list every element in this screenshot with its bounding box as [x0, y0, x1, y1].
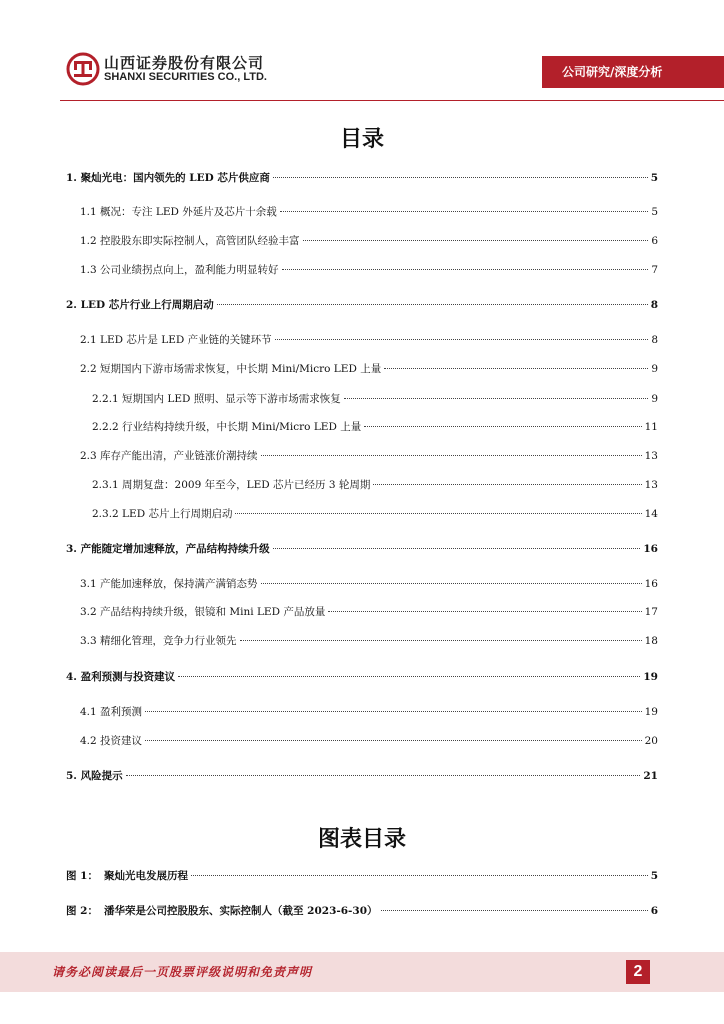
toc-entry[interactable]: [66, 170, 658, 186]
toc-entry[interactable]: [80, 704, 658, 720]
figure-entry-page: 6: [650, 905, 658, 917]
toc-entry-text: 3.2 产品结构持续升级，银镜和 Mini LED 产品放量: [80, 606, 326, 618]
dot-leader: [344, 398, 649, 399]
toc-entry[interactable]: [80, 361, 658, 377]
toc-entry-page: 20: [644, 735, 658, 747]
toc-entry-page: 13: [644, 479, 658, 491]
toc-entry-text: 2.1 LED 芯片是 LED 产业链的关键环节: [80, 334, 272, 346]
figure-entry[interactable]: [66, 903, 658, 919]
toc-entry-page: 5: [651, 206, 658, 218]
dot-leader: [217, 304, 648, 305]
toc-entry[interactable]: [80, 233, 658, 249]
dot-leader: [145, 740, 642, 741]
toc-entry-page: 19: [643, 671, 658, 683]
toc-entry[interactable]: [80, 604, 658, 620]
dot-leader: [384, 368, 648, 369]
figures-title: 图表目录: [317, 827, 406, 852]
dot-leader: [303, 240, 649, 241]
disclaimer-note: 请务必阅读最后一页股票评级说明和免责声明: [52, 965, 313, 979]
dot-leader: [261, 455, 642, 456]
dot-leader: [178, 676, 640, 677]
toc-entry-page: 19: [644, 706, 658, 718]
toc-entry-page: 16: [643, 543, 658, 555]
toc-entry-page: 9: [651, 363, 658, 375]
toc-entry-text: 2.3.1 周期复盘：2009 年至今，LED 芯片已经历 3 轮周期: [92, 479, 371, 491]
toc-entry[interactable]: [80, 262, 658, 278]
figure-entry-page: 5: [650, 870, 658, 882]
toc-entry-page: 7: [651, 264, 658, 276]
toc-entry[interactable]: [80, 733, 658, 749]
dot-leader: [240, 640, 642, 641]
toc-entry[interactable]: [92, 477, 658, 493]
dot-leader: [280, 211, 649, 212]
page-header: [0, 0, 724, 100]
page-number: 2: [626, 960, 650, 984]
toc-entry-text: 5. 风险提示: [66, 770, 123, 782]
toc-entry-page: 21: [643, 770, 658, 782]
toc-entry-text: 3.3 精细化管理，竞争力行业领先: [80, 635, 237, 647]
toc-entry[interactable]: [66, 541, 658, 557]
toc-entry-page: 14: [644, 508, 658, 520]
report-type-tag: 公司研究/深度分析: [542, 56, 724, 88]
dot-leader: [381, 910, 648, 911]
toc-entry-page: 9: [651, 393, 658, 405]
company-logo-icon: [66, 52, 100, 86]
toc-entry-text: 2. LED 芯片行业上行周期启动: [66, 299, 214, 311]
toc-entry-page: 8: [651, 334, 658, 346]
toc-entry-text: 3.1 产能加速释放，保持满产满销态势: [80, 578, 258, 590]
toc-entry[interactable]: [80, 332, 658, 348]
dot-leader: [373, 484, 641, 485]
toc-entry-text: 4.2 投资建议: [80, 735, 143, 747]
toc-entry[interactable]: [92, 506, 658, 522]
dot-leader: [235, 513, 641, 514]
dot-leader: [328, 611, 641, 612]
toc-entry-text: 2.2 短期国内下游市场需求恢复，中长期 Mini/Micro LED 上量: [80, 363, 382, 375]
toc-entry-page: 11: [644, 421, 658, 433]
toc-entry-page: 5: [650, 172, 658, 184]
toc-entry-text: 3. 产能随定增加速释放，产品结构持续升级: [66, 543, 270, 555]
toc-entry-text: 4. 盈利预测与投资建议: [66, 671, 176, 683]
dot-leader: [145, 711, 642, 712]
toc-entry-text: 1.3 公司业绩拐点向上，盈利能力明显转好: [80, 264, 279, 276]
dot-leader: [191, 875, 648, 876]
company-name-cn: 山西证券股份有限公司: [104, 54, 265, 72]
toc-entry-page: 18: [644, 635, 658, 647]
toc-entry[interactable]: [66, 768, 658, 784]
toc-entry[interactable]: [80, 204, 658, 220]
dot-leader: [275, 339, 649, 340]
dot-leader: [261, 583, 642, 584]
toc-entry-text: 1.1 概况：专注 LED 外延片及芯片十余载: [80, 206, 277, 218]
page-footer: [0, 952, 724, 992]
figure-label: 图 1：: [66, 870, 98, 882]
company-name-en: SHANXI SECURITIES CO., LTD.: [104, 71, 267, 83]
dot-leader: [126, 775, 641, 776]
toc-entry[interactable]: [80, 448, 658, 464]
toc-entry-page: 16: [644, 578, 658, 590]
figure-entry-text: 潘华荣是公司控股股东、实际控制人（截至 2023-6-30）: [104, 905, 378, 917]
toc-entry-page: 6: [651, 235, 658, 247]
toc-entry-text: 2.2.1 短期国内 LED 照明、显示等下游市场需求恢复: [92, 393, 341, 405]
toc-entry[interactable]: [66, 669, 658, 685]
toc-entry[interactable]: [92, 391, 658, 407]
toc-entry[interactable]: [80, 576, 658, 592]
dot-leader: [282, 269, 649, 270]
header-divider: [60, 100, 724, 101]
toc-entry[interactable]: [66, 297, 658, 313]
toc-entry-page: 13: [644, 450, 658, 462]
toc-entry-text: 2.3.2 LED 芯片上行周期启动: [92, 508, 233, 520]
figure-label: 图 2：: [66, 905, 98, 917]
toc-entry-text: 1.2 控股股东即实际控制人，高管团队经验丰富: [80, 235, 300, 247]
toc-title: 目录: [339, 127, 384, 152]
toc-entry-page: 17: [644, 606, 658, 618]
figure-entry[interactable]: [66, 868, 658, 884]
toc-entry-text: 4.1 盈利预测: [80, 706, 143, 718]
figure-entry-text: 聚灿光电发展历程: [104, 870, 188, 882]
toc-entry-text: 2.3 库存产能出清，产业链涨价潮持续: [80, 450, 258, 462]
toc-entry[interactable]: [80, 633, 658, 649]
dot-leader: [273, 177, 648, 178]
toc-entry-text: 2.2.2 行业结构持续升级，中长期 Mini/Micro LED 上量: [92, 421, 362, 433]
toc-entry-text: 1. 聚灿光电：国内领先的 LED 芯片供应商: [66, 172, 270, 184]
toc-entry-page: 8: [650, 299, 658, 311]
toc-entry[interactable]: [92, 419, 658, 435]
dot-leader: [273, 548, 641, 549]
dot-leader: [364, 426, 641, 427]
